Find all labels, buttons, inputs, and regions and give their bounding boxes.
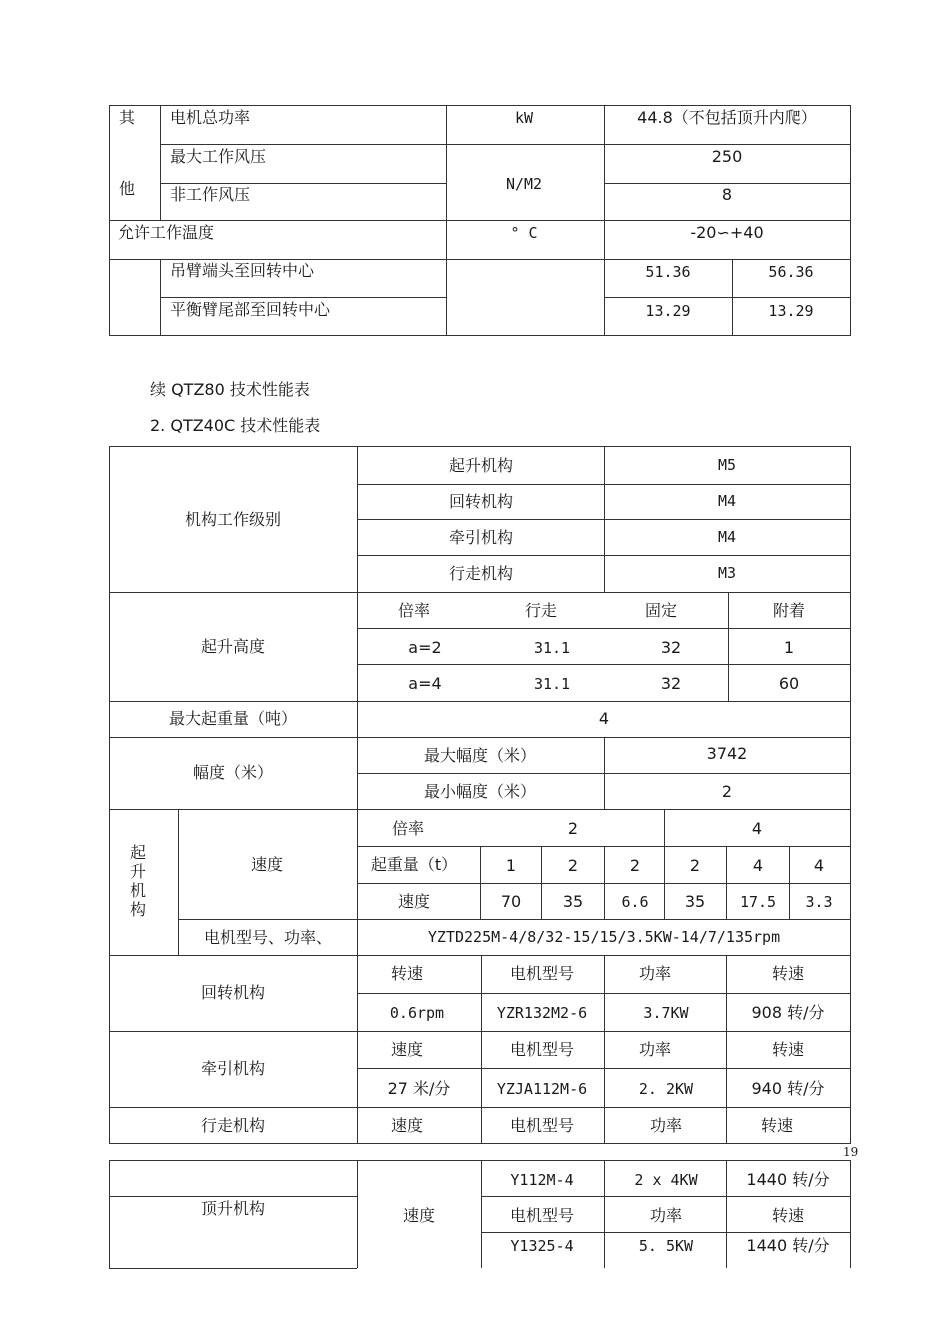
max-wind-value: 250 bbox=[711, 147, 743, 166]
radius-label: 幅度（米） bbox=[192, 763, 274, 782]
load-5: 4 bbox=[752, 856, 764, 875]
trolley-motor: YZJA112M-6 bbox=[496, 1080, 588, 1098]
counter-value-1: 13.29 bbox=[645, 302, 691, 320]
load-1: 1 bbox=[505, 856, 517, 875]
min-radius-label: 最小幅度（米） bbox=[423, 782, 537, 801]
jack-r1-power: 2 x 4KW bbox=[634, 1171, 698, 1189]
motor-power-label: 电机总功率 bbox=[170, 108, 251, 127]
nonwork-wind-value: 8 bbox=[721, 185, 733, 204]
travel-head-speed: 速度 bbox=[390, 1116, 424, 1135]
trolley-label: 牵引机构 bbox=[200, 1059, 266, 1078]
lh-head-attached: 附着 bbox=[772, 601, 806, 620]
trolley-mech-label: 牵引机构 bbox=[448, 528, 514, 547]
hoist-mech-vertical-label: 起 升 机 构 bbox=[129, 843, 146, 919]
lift-height-label: 起升高度 bbox=[200, 637, 266, 656]
boom-value-1: 51.36 bbox=[645, 263, 691, 281]
slew-mech-value: M4 bbox=[717, 492, 737, 510]
motor-value: YZTD225M-4/8/32-15/15/3.5KW-14/7/135rpm bbox=[427, 928, 781, 946]
temp-label: 允许工作温度 bbox=[118, 223, 215, 242]
lh-r1-ratio: a=2 bbox=[408, 638, 442, 657]
jack-head-power: 功率 bbox=[649, 1206, 683, 1225]
slew-head-power: 功率 bbox=[638, 964, 672, 983]
jack-head-rpm: 转速 bbox=[771, 1206, 805, 1225]
trolley-power: 2. 2KW bbox=[638, 1080, 694, 1098]
jack-r1-motor: Y112M-4 bbox=[510, 1171, 574, 1189]
load-4: 2 bbox=[689, 856, 701, 875]
max-load-value: 4 bbox=[598, 709, 610, 728]
load-label: 起重量（t） bbox=[370, 855, 458, 874]
lh-r2-travel: 31.1 bbox=[533, 675, 571, 693]
speed-4: 35 bbox=[684, 892, 706, 911]
travel-mech-value: M3 bbox=[717, 564, 737, 582]
nonwork-wind-label: 非工作风压 bbox=[170, 185, 251, 204]
travel-label: 行走机构 bbox=[200, 1116, 266, 1135]
lh-head-fixed: 固定 bbox=[644, 601, 678, 620]
lh-r1-attached: 1 bbox=[783, 638, 795, 657]
qi-char: 其 bbox=[118, 108, 136, 127]
trolley-rpm: 940 转/分 bbox=[751, 1079, 825, 1098]
trolley-head-rpm: 转速 bbox=[771, 1040, 805, 1059]
speed-2: 35 bbox=[562, 892, 584, 911]
mech-level-label: 机构工作级别 bbox=[184, 510, 282, 529]
hoist-mech-label: 起升机构 bbox=[448, 456, 514, 475]
lh-head-ratio: 倍率 bbox=[397, 601, 431, 620]
motor-label: 电机型号、功率、 bbox=[203, 928, 333, 947]
temp-value: -20∽+40 bbox=[690, 223, 764, 242]
ratio-4: 4 bbox=[751, 819, 763, 838]
jack-r3-rpm: 1440 转/分 bbox=[746, 1236, 830, 1255]
load-2: 2 bbox=[567, 856, 579, 875]
lh-r2-ratio: a=4 bbox=[408, 674, 442, 693]
speed-row-label: 速度 bbox=[397, 892, 431, 911]
page-number: 19 bbox=[843, 1145, 859, 1159]
lh-r2-attached: 60 bbox=[778, 674, 800, 693]
motor-power-value: 44.8（不包括顶升内爬） bbox=[637, 108, 817, 127]
slew-head-motor: 电机型号 bbox=[509, 964, 575, 983]
load-3: 2 bbox=[629, 856, 641, 875]
lh-r2-fixed: 32 bbox=[660, 674, 682, 693]
boom-value-2: 56.36 bbox=[768, 263, 814, 281]
max-radius-label: 最大幅度（米） bbox=[423, 746, 537, 765]
slew-head-rpm: 转速 bbox=[771, 964, 805, 983]
slew-head-speed: 转速 bbox=[390, 964, 424, 983]
lh-r1-fixed: 32 bbox=[660, 638, 682, 657]
slew-power: 3.7KW bbox=[643, 1004, 689, 1022]
hoist-speed-label: 速度 bbox=[250, 855, 284, 874]
max-load-label: 最大起重量（吨） bbox=[168, 709, 298, 728]
speed-3: 6.6 bbox=[621, 893, 649, 911]
travel-mech-label: 行走机构 bbox=[448, 564, 514, 583]
ratio-2: 2 bbox=[567, 819, 579, 838]
speed-1: 70 bbox=[500, 892, 522, 911]
trolley-head-speed: 速度 bbox=[390, 1040, 424, 1059]
jack-head-motor: 电机型号 bbox=[509, 1206, 575, 1225]
slew-mech-label: 回转机构 bbox=[448, 492, 514, 511]
trolley-mech-value: M4 bbox=[717, 528, 737, 546]
slew-label: 回转机构 bbox=[200, 983, 266, 1002]
travel-head-power: 功率 bbox=[649, 1116, 683, 1135]
wind-unit: N/M2 bbox=[505, 175, 543, 193]
lh-head-travel: 行走 bbox=[524, 601, 558, 620]
jack-r3-power: 5. 5KW bbox=[638, 1237, 694, 1255]
ratio-label: 倍率 bbox=[391, 819, 425, 838]
temp-unit: ° C bbox=[510, 224, 538, 242]
slew-speed: 0.6rpm bbox=[389, 1004, 445, 1022]
jack-label: 顶升机构 bbox=[200, 1199, 266, 1218]
max-radius-value: 3742 bbox=[706, 744, 748, 763]
lh-r1-travel: 31.1 bbox=[533, 639, 571, 657]
trolley-head-motor: 电机型号 bbox=[509, 1040, 575, 1059]
hoist-mech-value: M5 bbox=[717, 456, 737, 474]
boom-label: 吊臂端头至回转中心 bbox=[170, 261, 315, 280]
speed-6: 3.3 bbox=[805, 893, 833, 911]
trolley-speed: 27 米/分 bbox=[387, 1079, 451, 1098]
slew-motor: YZR132M2-6 bbox=[496, 1004, 588, 1022]
speed-5: 17.5 bbox=[739, 893, 777, 911]
jack-r1-rpm: 1440 转/分 bbox=[746, 1170, 830, 1189]
jack-speed-label: 速度 bbox=[402, 1206, 436, 1225]
caption-continued: 续 QTZ80 技术性能表 bbox=[150, 380, 310, 399]
jack-r3-motor: Y1325-4 bbox=[510, 1237, 574, 1255]
counter-label: 平衡臂尾部至回转中心 bbox=[170, 300, 331, 319]
ta-char: 他 bbox=[118, 179, 136, 198]
travel-head-motor: 电机型号 bbox=[509, 1116, 575, 1135]
travel-head-rpm: 转速 bbox=[760, 1116, 794, 1135]
motor-power-unit: kW bbox=[514, 109, 534, 127]
min-radius-value: 2 bbox=[721, 782, 733, 801]
counter-value-2: 13.29 bbox=[768, 302, 814, 320]
load-6: 4 bbox=[813, 856, 825, 875]
slew-rpm: 908 转/分 bbox=[751, 1003, 825, 1022]
trolley-head-power: 功率 bbox=[638, 1040, 672, 1059]
max-wind-label: 最大工作风压 bbox=[170, 147, 267, 166]
caption-title: 2. QTZ40C 技术性能表 bbox=[150, 416, 321, 435]
